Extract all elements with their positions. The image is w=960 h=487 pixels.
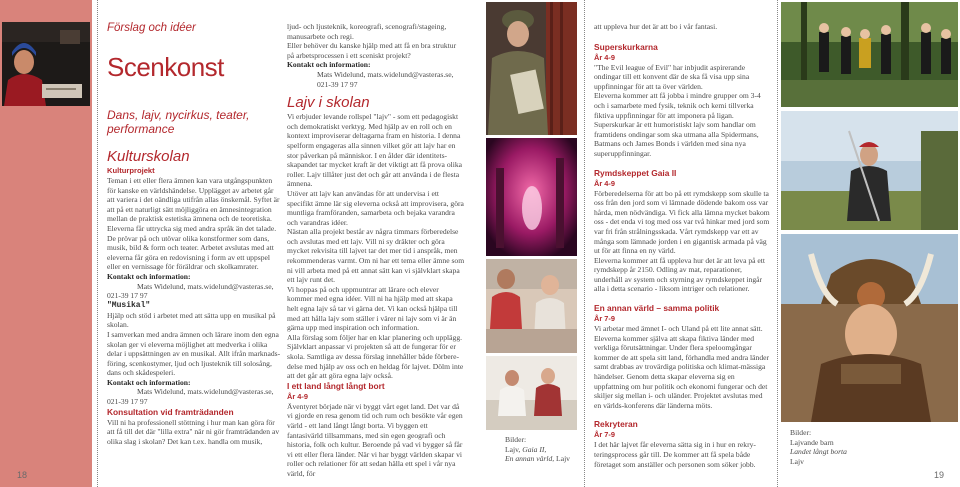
middle-column-text (287, 22, 465, 479)
left-column-text (107, 166, 282, 446)
konsultation-heading: Konsultation vid framträdanden (107, 406, 234, 417)
caption-right (790, 428, 910, 466)
photo-masked-actor (2, 22, 90, 106)
musikal-body2: I samverkan med andra ämnen och lärare inom den egna skolan ger vi eleverna möjlighet att medverka i olika delar i uppsättningen av en musikal. Allt ifrån marknads-föring, scenkostymer, ljud och ljusteknik till solosång, dans och skådespeleri. (107, 329, 281, 378)
kulturprojekt-contact-name: Mats Widelund, mats.widelund@vasteras.se, (137, 281, 274, 291)
land-title: I ett land långt långt bort (287, 380, 385, 391)
land-body: Äventyret började när vi byggt vårt eget land. Det var då vi gjorde en resa genom tid och rum och besökte vår egen värld - ett land långt långt borta. Vi byggen ett fantasivärld tillsammans, med sin egen geografi och historia, folk och kultur. Beroende på vad vi bygger så får vi ett eller flera länder. När vi har byggt världen skapar vi roller och relationer för att sedan hälla ett spel i vår nya värld, för (287, 401, 463, 478)
rymdskeppet-title: Rymdskeppet Gaia II (594, 167, 677, 178)
caption-right-line2: Landet långt borta (790, 447, 847, 457)
page-number-left: 18 (17, 470, 28, 480)
middle-intro: ljud- och ljusteknik, koreografi, scenografi/stageing, manusarbete och regi. (287, 22, 447, 41)
rymdskeppet-body: Förberedelserna för att bo på ett rymdskepp som skulle ta oss från den jord som vi lämnade dödende bakom oss var hårda, men nödvändiga. Vi fick alla lämna mycket bakom oss - det enda vi tog med oss var två hinkar med jord som var fri från strålningsskada. Vårt rymdskepp var ett av många som lämnade jorden i en gigantisk armada på väg ut för att finna en ny värld. (594, 188, 770, 256)
middle-contact-label: Kontakt och information: (287, 60, 371, 70)
kulturprojekt-body: Teman i ett eller flera ämnen kan vara utgångspunkten för kanske en världshändelse. Upplägget av arbetet går att variera i det oändliga utifrån allas önskemål. Syftet är att på ett naturligt sätt möjliggöra en ämnesintegration mellan de praktisk estetiska ämnena och de teoretiska. Eleverna får uttrycka sig med andra språk än det talade. De prövar på och utövar olika konstformer som dans, musik, bild & form och teater. Arbetet avslutas med att eleverna får göra en redovisning i form av ett uppspel eller en vernissage för föräldrar och skolkamrater. (107, 176, 280, 272)
kulturprojekt-contact-label: Kontakt och information: (107, 271, 191, 281)
caption-middle-italic2: En annan värld, (505, 454, 555, 464)
rymdskeppet-body2: Eleverna kommer att få uppleva hur det är att leva på ett rymdskepp år 2150. Odling av mat, reparationer, underhåll av system och styrning av rymdskeppet ingår alla i detta scenario - liksom intriger och relationer. (594, 255, 765, 294)
page-title: Scenkonst (107, 52, 224, 82)
photo-pink-stage (486, 138, 577, 256)
musikal-body: Hjälp och stöd i arbetet med att sätta upp en musikal på skolan. (107, 310, 276, 330)
section-title: Kulturskolan (107, 148, 190, 165)
rekryteran-title: Rekryteran (594, 419, 638, 430)
rekryteran-age: År 7-9 (594, 430, 615, 440)
lajv-title: Lajv i skolan (287, 94, 370, 112)
middle-contact-name: Mats Widelund, mats.widelund@vasteras.se, (317, 69, 454, 79)
left-page-dotted-rule (97, 0, 98, 487)
photo-child-sword (781, 111, 958, 230)
right-column-text (594, 22, 770, 469)
right-page-dotted-rule-right (777, 0, 778, 487)
subtitle: Dans, lajv, nycirkus, teater, performance (107, 108, 250, 136)
musikal-heading: "Musikal" (107, 300, 151, 310)
rekryteran-body: I det här lajvet får eleverna sätta sig in i hur en rekry-teringsprocess går till. De kommer att få spela både företaget som anställer och personen som söker jobb. (594, 440, 756, 469)
photo-group-children (486, 259, 577, 353)
lajv-body4: Vi hoppas på och uppmuntrar att lärare och elever kommer med egna idéer. Vill ni ha hjälp med att skapa helt egna lajv så tar vi gärna det. Vi kan också hjälpa till med att hålla lajv som ställer i värer ni lajv som vi är än gärna upp med inspiration och information. (287, 284, 458, 333)
kicker: Förslag och idéer (107, 22, 196, 34)
middle-intro2: Eller behöver du kanske hjälp med att få en bra struktur på arbetsprocessen i ett sceniskt projekt? (287, 41, 457, 60)
superskurkarna-title: Superskurkarna (594, 41, 658, 52)
photo-forest-larp (781, 2, 958, 107)
kulturprojekt-contact-phone: 021-39 17 97 (107, 291, 148, 301)
konsultation-body: Vill ni ha professionell stöttning i hur man kan göra för att få till det där "lilla extra" när ni gör framträdanden av olika slag i skolan? Det kan t.ex. handla om musik, (107, 417, 280, 446)
caption-right-label: Bilder: (790, 428, 812, 437)
annan-varld-age: År 7-9 (594, 314, 615, 324)
caption-middle-line3: En annan värld, Lajv (505, 454, 570, 464)
caption-middle-italic: Gaia II, (522, 444, 547, 454)
superskurkarna-body2: Eleverna kommer att få jobba i mindre grupper om 3-4 och i samarbete med fysik, teknik och kemi tillverka fiktiva uppfinningar för att imponera på ligan. Superskurkar är ett humoristiskt lajv som handlar om framtidens ondingar som ska utmana alla Spidermans, Batmans och James Bonds i världen med sina nya superuppfinningar. (594, 91, 761, 158)
lajv-body: Vi erbjuder levande rollspel "lajv" - som ett pedagogiskt och demokratiskt verktyg. Med hjälp av en roll och en kontext improviserar deltagarna fram en historia. I denna spelform engageras alla sinnen vilket gör att lajv har en stor påverkan på människor. I en ålder där identitets-skapandet tar mycket kraft är det viktigt att få prova olika roller. Lajv tillåter just det och går att använda i de flesta ämnena. (287, 112, 463, 189)
musikal-contact-name: Mats Widelund, mats.widelund@vasteras.se, (137, 387, 274, 397)
right-page-dotted-rule-left (584, 0, 585, 487)
caption-right-line3: Lajv (790, 456, 804, 466)
right-top-line: att uppleva hur det är att bo i vår fantasi. (594, 22, 718, 31)
photo-soldier-helmet (486, 2, 577, 135)
caption-right-line1: Lajvande barn (790, 437, 834, 447)
lajv-body3: Nästan alla projekt består av några timmars förberedelse och avslutas med ett lajv. Vill ni sy dräkter och göra mycket rekvisita till lajvet tar det mer tid i anspråk, men rekommenderas varmt. Om ni har ett tema eller ämne som ni vill arbeta med på ett annat sätt kan vi självklart skapa ett lajv runt det. (287, 227, 465, 285)
lajv-body5: Alla förslag som följer har en klar planering och upplägg. Självklart anpassar vi projekten så att de fungerar för er skola. Samtliga av dessa förslag innehåller både förbere-delse med hjälp av oss och en heldag för lajvet. Dölm inte att det går att göra egna lajv också. (287, 332, 464, 381)
annan-varld-body: Vi arbetar med ämnet I- och Uland på ett lite annat sätt. Eleverna kommer själva att skapa fiktiva länder med verkliga förutsättningar. Under flera speloomgångar kommer de att spela sitt land, förhandla med andra länder samt drabbas av trovärdiga politiska och klimat-mässiga händelser. Genom detta skapar eleverna sig en uppfattning om hur politik och ekonomi fungerar och det skiljer sig mellan i- och uländer. Projektet avslutas med en världs-konferens där länderna möts. (594, 324, 770, 410)
musikal-contact-label: Kontakt och information: (107, 377, 191, 387)
caption-middle-line1: Lajv, Gaia II, (505, 444, 547, 454)
middle-contact-phone: 021-39 17 97 (317, 79, 358, 89)
annan-varld-title: En annan värld – samma politik (594, 303, 720, 314)
photo-children-table (486, 356, 577, 430)
land-age: År 4-9 (287, 391, 308, 401)
superskurkarna-body: "The Evil league of Evil" har inbjudit aspirerande ondingar till ett konvent där de ska få visa upp sina uppfinningar för att ta över världen. (594, 62, 750, 91)
photo-horned-helmet (781, 234, 958, 422)
rymdskeppet-age: År 4-9 (594, 178, 615, 188)
superskurkarna-age: År 4-9 (594, 52, 615, 62)
caption-middle (505, 435, 580, 464)
page-number-right: 19 (934, 470, 945, 480)
kulturprojekt-heading: Kulturprojekt (107, 166, 155, 175)
caption-middle-label: Bilder: (505, 435, 527, 444)
lajv-body2: Utöver att lajv kan användas för att undervisa i ett specifikt ämne lär sig eleverna också att improvisera, göra muntliga framföranden, samarbeta och bejaka varandra och varandras idéer. (287, 188, 464, 227)
musikal-contact-phone: 021-39 17 97 (107, 397, 148, 407)
